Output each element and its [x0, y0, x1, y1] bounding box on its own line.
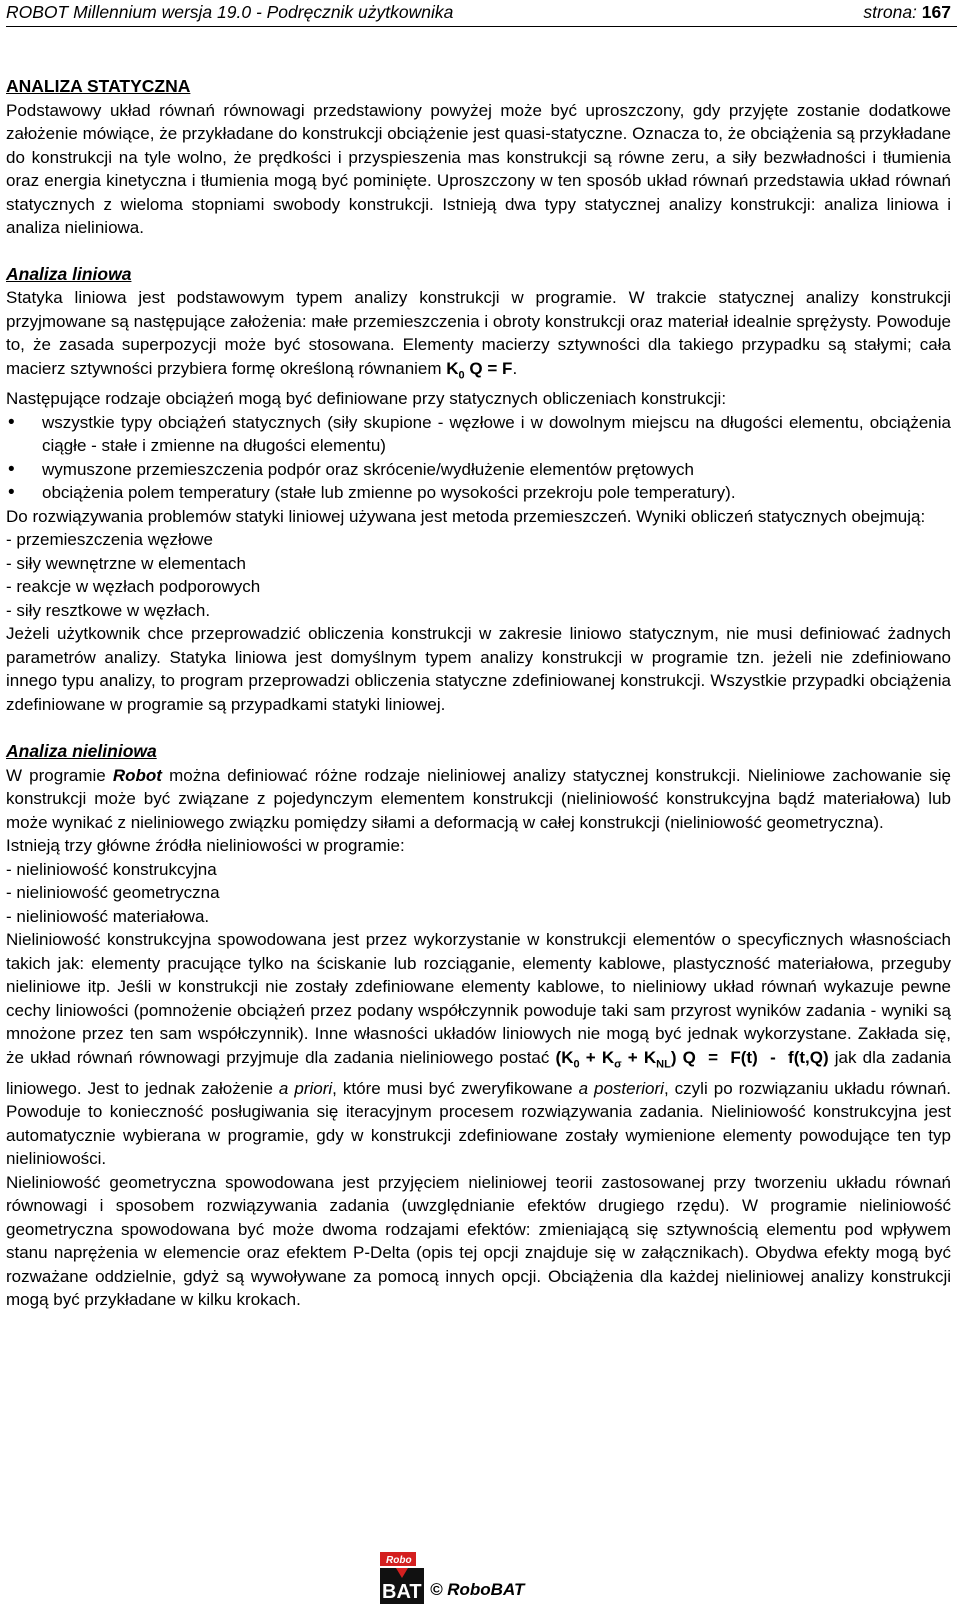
- result-item: - siły resztkowe w węzłach.: [6, 600, 211, 620]
- list-item: • obciążenia polem temperatury (stałe lub zmienne po wysokości przekroju pole temperatury).: [6, 481, 951, 505]
- svg-text:Robo: Robo: [386, 1555, 412, 1566]
- linear-p1-text: Statyka liniowa jest podstawowym typem analizy konstrukcji w programie. W trakcie statycznej analizy konstrukcji przyjmowane są następujące założenia: małe przemieszczenia i obroty konstrukcji oraz materiał idealnie sprężysty. Powoduje to, że zasada superpozycji może być stosowana. Elementy macierzy sztywności dla takiego przypadku są stałymi; cała macierz sztywności przybiera formę określoną równaniem: [6, 288, 951, 378]
- page-indicator: [863, 0, 951, 24]
- load-types-list: [6, 411, 951, 505]
- robot-name: Robot: [112, 765, 162, 785]
- result-item: - siły wewnętrzne w elementach: [6, 553, 246, 573]
- svg-text:BAT: BAT: [382, 1581, 422, 1603]
- linear-paragraph-3: Do rozwiązywania problemów statyki liniowej używana jest metoda przemieszczeń. Wyniki obliczeń statycznych obejmują:: [6, 506, 926, 526]
- page-header: [6, 0, 957, 27]
- page-footer: [378, 1550, 578, 1606]
- nonlinear-paragraph-4: Nieliniowość geometryczna spowodowana jest przyjęciem nieliniowej teorii zastosowanej przy tworzeniu układu równań równowagi i sposobem rozwiązywania zadania (uwzględnianie efektów drugiego rzędu). W programie nieliniowość geometryczna spowodowana być może dwoma rodzajami efektów: zmieniającą się sztywnością elementu pod wpływem stanu naprężenia w elemencie oraz efektem P-Delta (opis tej opcji znajduje się w załącznikach). Obydwa efekty mogą być rozważane oddzielnie, gdyż są wywoływane za pomocą innych opcji. Obciążenia dla każdej nieliniowej analizy konstrukcji mogą być przykładane w kilku krokach.: [6, 1172, 951, 1310]
- robobat-logo-icon: [378, 1550, 428, 1606]
- nonlinear-paragraph-3: Nieliniowość konstrukcyjna spowodowana jest przez wykorzystanie w konstrukcji elementów o specyficznych własnościach takich jak: elementy pracujące tylko na ściskanie lub rozciąganie, elementy kablowe, plastyczność materiałowa, przeguby nieliniowe itp. Jeśli w konstrukcji nie zostały zdefiniowane elementy kablowe, to nieliniowy układ równań wykazuje pewne cechy liniowości (pomnożenie obciążeń przez podany współczynnik powoduje taki sam przyrost wyników zadania - wyniki są mnożone przez ten sam współczynnik). Inne własności układów liniowych nie mogą być jednak wykorzystane. Zakłada się, że układ równań równowagi przyjmuje dla zadania nieliniowego postać $(K_0 + K_\sigma + K_{NL}) Q = F(t) - f(t,Q)$ jak dla zadania liniowego. Jest to jednak założenie a priori, które musi być zweryfikowane a posteriori, czyli po rozwiązaniu układu równań. Powoduje to konieczność posługiwania się iteracyjnym procesem rozwiązywania zadania. Nieliniowość konstrukcyjna jest automatycznie wybierana w programie, gdy w konstrukcji zdefiniowane zostały wymienione elementy powodujące ten typ nieliniowości.: [6, 930, 952, 1169]
- linear-paragraph-2: Następujące rodzaje obciążeń mogą być definiowane przy statycznych obliczeniach konstrukcji:: [6, 389, 727, 409]
- source-item: - nieliniowość konstrukcyjna: [6, 859, 217, 879]
- equation-k: $K_0$ Q = F: [446, 358, 513, 381]
- linear-paragraph-4: Jeżeli użytkownik chce przeprowadzić obliczenia konstrukcji w zakresie liniowo statycznym, nie musi definiować żadnych parametrów analizy. Statyka liniowa jest domyślnym typem analizy konstrukcji w programie tzn. jeżeli nie zdefiniowano innego typu analizy, to program przeprowadzi obliczenia statyczne zdefiniowanej konstrukcji. Wszystkie przypadki obciążenia zdefiniowane w programie są przypadkami statyki liniowej.: [6, 624, 951, 714]
- list-item: • wymuszone przemieszczenia podpór oraz skrócenie/wydłużenie elementów prętowych: [6, 458, 951, 482]
- source-item: - nieliniowość geometryczna: [6, 883, 220, 903]
- source-item: - nieliniowość materiałowa.: [6, 906, 210, 926]
- document-page: [6, 0, 957, 1603]
- nonlinear-equation: $(K_0 + K_\sigma + K_{NL}) Q = F(t) - f(t,Q)$: [555, 1047, 829, 1071]
- page-number: 167: [921, 2, 951, 22]
- nonlinear-paragraph-1: W programie Robot można definiować różne rodzaje nieliniowej analizy statycznej konstrukcji. Nieliniowe zachowanie się konstrukcji może być związane z pojedynczym elementem konstrukcji (nieliniowość konstrukcyjna bądź materiałowa) lub może wynikać z nieliniowego związku pomiędzy siłami a deformacją w całej konstrukcji (nieliniowość geometryczna).: [6, 765, 952, 832]
- nonlinear-paragraph-2: Istnieją trzy główne źródła nieliniowości w programie:: [6, 836, 405, 856]
- subsection-title-nonlinear: Analiza nieliniowa: [6, 741, 157, 762]
- page-label: strona:: [863, 2, 917, 22]
- result-item: - reakcje w węzłach podporowych: [6, 577, 261, 597]
- subsection-title-linear: Analiza liniowa: [6, 263, 132, 284]
- copyright-text: © RoboBAT: [430, 1580, 525, 1599]
- list-item: • wszystkie typy obciążeń statycznych (siły skupione - węzłowe i w dowolnym miejscu na długości elementu, obciążenia ciągłe - stałe i zmienne na długości elementu): [6, 411, 951, 458]
- document-body: [6, 75, 957, 1312]
- static-analysis-paragraph: Podstawowy układ równań równowagi przedstawiony powyżej może być uproszczony, gdy przyjęte zostanie dodatkowe założenie mówiące, że przykładane do konstrukcji obciążenie jest quasi-statyczne. Oznacza to, że obciążenia są przykładane do konstrukcji na tyle wolno, że prędkości i przyspieszenia mas konstrukcji są równe zeru, a siły bezwładności i tłumienia oraz energia kinetyczna i tłumienia mogą być pominięte. Uproszczony w ten sposób układ równań przedstawia układ równań statycznych z wieloma stopniami swobody konstrukcji. Istnieją dwa typy statycznej analizy konstrukcji: analiza liniowa i analiza nieliniowa.: [6, 100, 951, 237]
- linear-paragraph-1: Statyka liniowa jest podstawowym typem analizy konstrukcji w programie. W trakcie statycznej analizy konstrukcji przyjmowane są następujące założenia: małe przemieszczenia i obroty konstrukcji oraz materiał idealnie sprężysty. Powoduje to, że zasada superpozycji może być stosowana. Elementy macierzy sztywności dla takiego przypadku są stałymi; cała macierz sztywności przybiera formę określoną równaniem $K_0$ Q = F.: [6, 288, 951, 381]
- document-title: ROBOT Millennium wersja 19.0 - Podręcznik użytkownika: [6, 2, 454, 22]
- result-item: - przemieszczenia węzłowe: [6, 530, 213, 550]
- section-title-static-analysis: ANALIZA STATYCZNA: [6, 76, 191, 96]
